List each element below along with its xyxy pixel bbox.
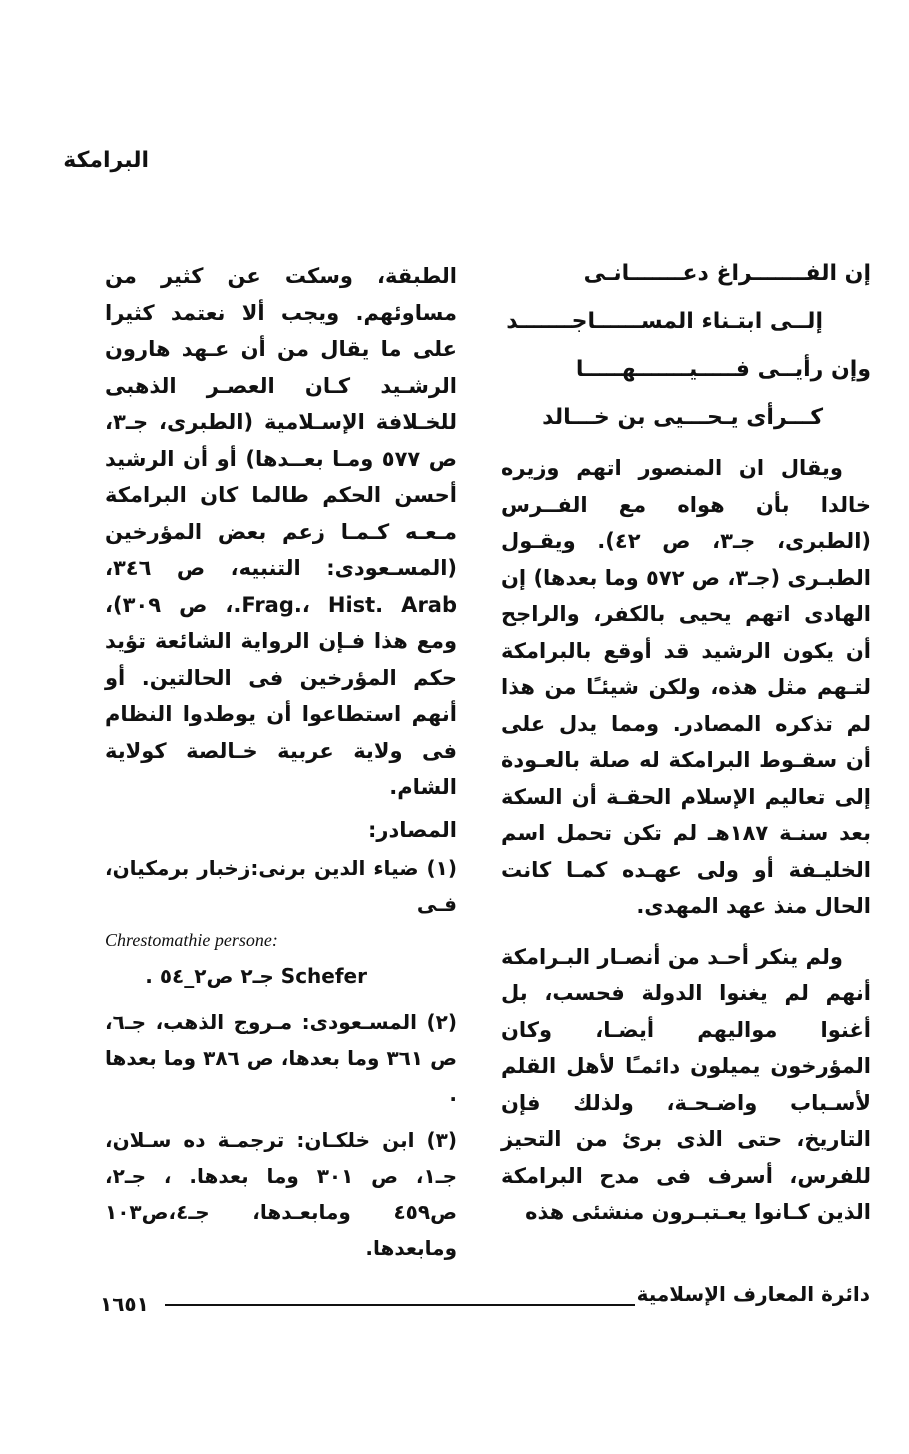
reference-item	[105, 850, 457, 994]
reference-item: (٣) ابن خلكـان: ترجمـة ده سـلان، جـ١، ص ٣٠١ وما بعدها. ، جـ٢، ص٤٥٩ ومابعـدها، جـ٤،ص١٠٣ ومابعدها.	[105, 1127, 457, 1260]
body-paragraph: ولم ينكر أحـد من أنصـار البـرامكة أنهم لم يغنوا الدولة فحسب، بل أغنوا مواليهم أيضـا، وكان المؤرخون يميلون دائمـًا لأهل القلم لأسـباب واضـحـة، ولذلك فإن التاريخ، حتى الذى برئ من التحيز للفرس، أسرف فى مدح البرامكة الذين كـانوا يعـتبـرون منشئى هذه	[501, 944, 871, 1224]
footer-title: دائرة المعارف الإسلامية	[636, 1282, 870, 1306]
reference-text: (١) ضياء الدين برنى:زخبار برمكيان، فـى	[105, 855, 457, 916]
sources-heading: المصادر:	[367, 817, 457, 842]
body-paragraph: الطبقة، وسكت عن كثير من مساوئهم. ويجب ألا نعتمد كثيرا على ما يقال من أن عـهد هارون الرشـيد كـان العصـر الذهبى للخـلافة الإسـلامية (الطبرى، جـ٣، ص ٥٧٧ ومـا بعــدها) أو أن الرشيد أحسن الحكم طالما كان البرامكة مـعـه كـمـا زعم بعض المؤرخين (المسـعودى: التنبيه، ص ٣٤٦، Frag.، Hist. Arab.، ص ٣٠٩)، ومع هذا فـإن الرواية الشائعة تؤيد حكم المؤرخين فى الحالتين. أو أنهم استطاعوا أن يوطدوا النظام فى ولاية عربية خـالصة كولاية الشام.	[105, 264, 457, 799]
running-header: البرامكة	[63, 148, 149, 173]
body-paragraph: ويقال ان المنصور اتهم وزيره خالدا بأن هواه مع الفــرس (الطبرى، جـ٣، ص ٤٢). ويقـول الطبـرى (جـ٣، ص ٥٧٢ وما بعدها) إن الهادى اتهم يحيى بالكفر، والراجح أن يكون الرشيد قد أوقع بالبرامكة لتـهم مثل هذه، ولكن شيئـًا من هذا لم تذكره المصادر. ومما يدل على أن سقـوط البرامكة له صلة بالعـودة إلى تعاليم الإسلام الحقـة أن السكة بعد سنـة ١٨٧هـ لم تكن تحمل اسم الخليـفة أو ولى عهـده كمـا كانت الحال منذ عهد المهدى.	[501, 456, 871, 918]
footer-rule	[165, 1304, 635, 1306]
right-column	[501, 250, 871, 1231]
left-column	[105, 258, 457, 1276]
reference-item: (٢) المسـعودى: مـروج الذهب، جـ٦، ص ٣٦١ وما بعدها، ص ٣٨٦ وما بعدها .	[105, 1009, 457, 1106]
poem-line: كـــرأى يـحـــيى بن خـــالد	[542, 405, 823, 430]
reference-latin: Chrestomathie persone:	[105, 929, 278, 950]
reference-tail: Schefer جـ٢ ص٢_٥٤ .	[145, 963, 367, 988]
poem-line: إن الفـــــــراغ دعـــــــانـى	[583, 261, 871, 286]
poem-line: إلــى ابتـناء المســــــاجـــــــد	[506, 309, 823, 334]
poem	[501, 250, 871, 442]
page-footer	[100, 1282, 870, 1342]
poem-line: وإن رأيــى فـــــيـــــــهـــــا	[575, 357, 871, 382]
page-number: ١٦٥١	[100, 1292, 149, 1316]
